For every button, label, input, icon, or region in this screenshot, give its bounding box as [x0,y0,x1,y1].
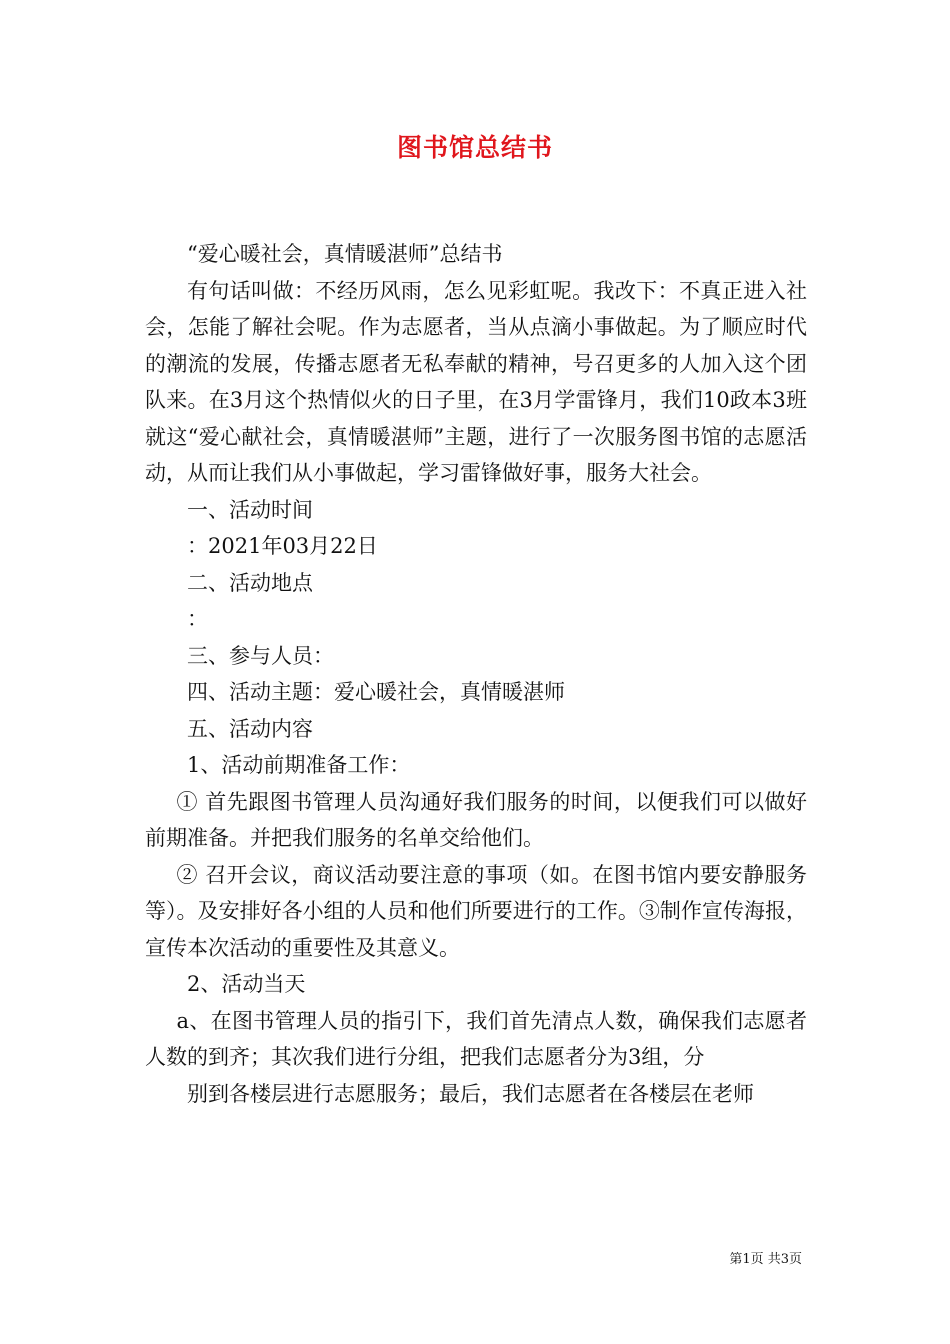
intro-paragraph: 有句话叫做：不经历风雨，怎么见彩虹呢。我改下：不真正进入社会，怎能了解社会呢。作为志愿者，当从点滴小事做起。为了顺应时代的潮流的发展，传播志愿者无私奉献的精神，号召更多的人加入这个团队来。在3月这个热情似火的日子里，在3月学雷锋月，我们10政本3班就这“爱心献社会，真情暖湛师”主题，进行了一次服务图书馆的志愿活动，从而让我们从小事做起，学习雷锋做好事，服务大社会。 [145,278,807,485]
activity-date: ：2021年03月22日 [187,534,378,558]
document-body [145,236,807,1112]
page-number: 第1页 共3页 [729,1252,802,1267]
activity-day-item-a: a、在图书管理人员的指引下，我们首先清点人数，确保我们志愿者人数的到齐；其次我们进行分组，把我们志愿者分为3组，分 [145,1008,807,1069]
activity-day-continuation: 别到各楼层进行志愿服务；最后，我们志愿者在各楼层在老师 [187,1081,754,1106]
subsection-activity-day: 2、活动当天 [187,972,306,996]
section-heading-participants: 三、参与人员： [187,643,334,668]
activity-location: ： [187,607,208,631]
subsection-preparation: 1、活动前期准备工作： [187,753,411,777]
preparation-item-1: ① 首先跟图书管理人员沟通好我们服务的时间，以便我们可以做好前期准备。并把我们服务的名单交给他们。 [145,789,807,850]
subtitle-paragraph: “爱心暖社会，真情暖湛师”总结书 [187,242,503,266]
section-heading-content: 五、活动内容 [187,716,313,741]
document-title: 图书馆总结书 [396,133,553,162]
section-heading-location: 二、活动地点 [187,570,313,595]
section-heading-time: 一、活动时间 [187,497,313,522]
preparation-item-2: ② 召开会议，商议活动要注意的事项（如。在图书馆内要安静服务等）。及安排好各小组的人员和他们所要进行的工作。③制作宣传海报，宣传本次活动的重要性及其意义。 [145,862,807,960]
section-heading-theme: 四、活动主题：爱心暖社会，真情暖湛师 [187,680,565,704]
